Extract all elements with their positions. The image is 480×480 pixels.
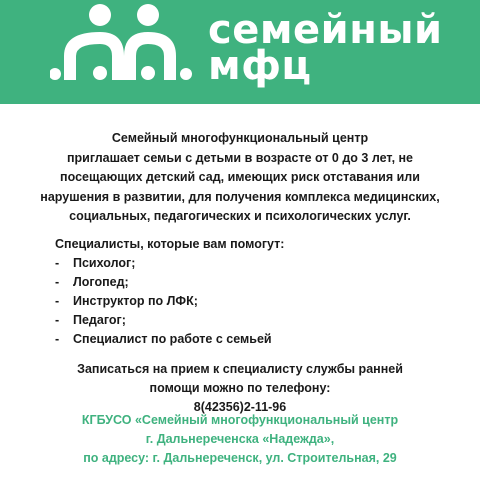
intro-line: приглашает семьи с детьми в возрасте от 0 до 3 лет, не (66, 150, 414, 165)
list-bullet: - (55, 275, 60, 289)
contact-block (20, 360, 460, 417)
list-item-label: Педагог; (73, 313, 126, 327)
organization-address: по адресу: г. Дальнереченск, ул. Строительная, 29 (83, 451, 397, 465)
organization-line: КГБУСО «Семейный многофункциональный центр (81, 413, 399, 427)
brand-name-line1: семейный (208, 7, 443, 53)
list-item-label: Психолог; (73, 256, 136, 270)
list-bullet: - (55, 256, 60, 270)
list-item (55, 292, 272, 311)
list-item (55, 330, 272, 349)
header-banner (0, 0, 480, 104)
list-item (55, 311, 272, 330)
contact-line: помощи можно по телефону: (149, 381, 331, 395)
intro-paragraph (20, 129, 460, 227)
list-item (55, 273, 272, 292)
intro-line: посещающих детский сад, имеющих риск отставания или (60, 170, 420, 184)
phone-number: 8(42356)2-11-96 (193, 400, 287, 414)
list-item (55, 254, 272, 273)
intro-line: социальных, педагогических и психологических услуг. (69, 209, 411, 223)
list-bullet: - (55, 313, 60, 327)
list-item-label: Логопед; (73, 275, 129, 289)
intro-line: Семейный многофункциональный центр (111, 131, 369, 145)
family-figures-logo (50, 4, 194, 80)
list-bullet: - (55, 294, 60, 308)
organization-line: г. Дальнереченска «Надежда», (145, 432, 335, 446)
contact-line: Записаться на прием к специалисту службы ранней (77, 362, 403, 376)
brand-name-line2: мфц (208, 43, 312, 89)
list-bullet: - (55, 332, 60, 346)
organization-block (20, 411, 460, 468)
specialists-heading: Специалисты, которые вам помогут: (55, 237, 285, 251)
list-item-label: Инструктор по ЛФК; (73, 294, 198, 308)
list-item-label: Специалист по работе с семьей (73, 332, 272, 346)
specialists-list (55, 254, 272, 349)
intro-line: нарушения в развитии, для получения комплекса медицинских, (40, 189, 440, 204)
